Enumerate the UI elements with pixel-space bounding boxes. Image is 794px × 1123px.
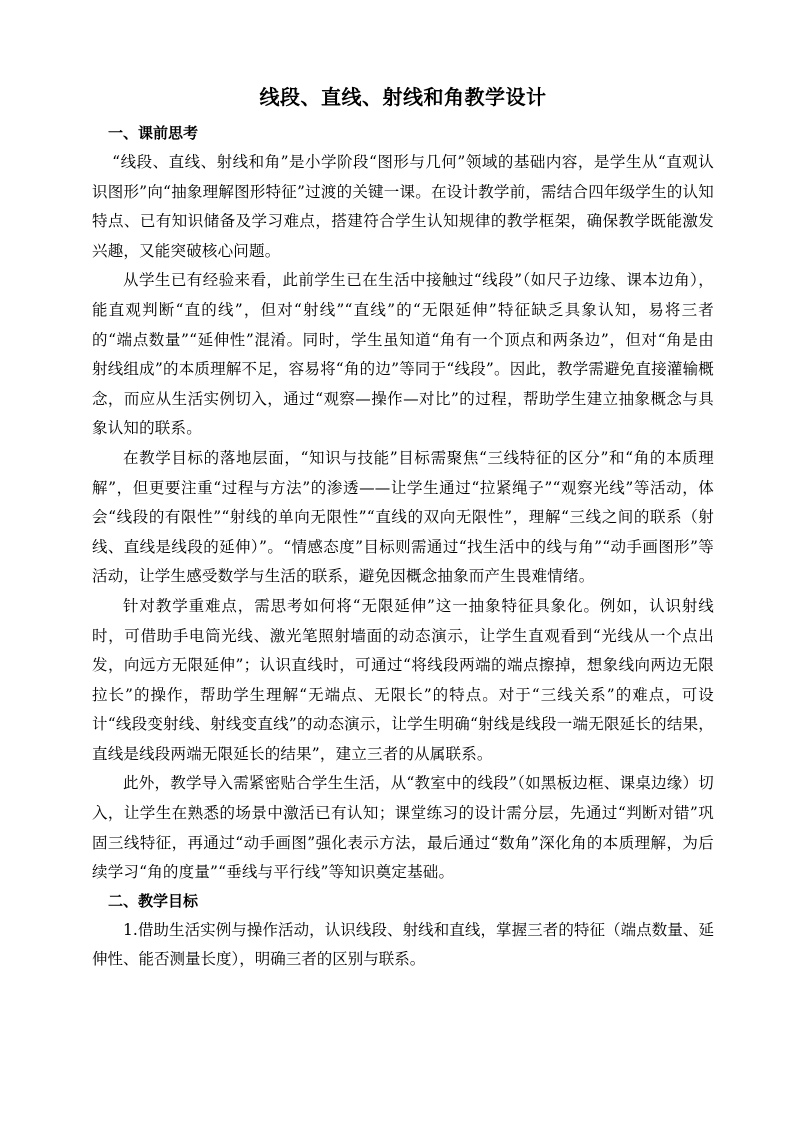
goal-item: 1.借助生活实例与操作活动，认识线段、射线和直线，掌握三者的特征（端点数量、延伸性、能否测量长度），明确三者的区别与联系。 (92, 920, 714, 969)
paragraph: 此外，教学导入需紧密贴合学生生活，从“教室中的线段”（如黑板边框、课桌边缘）切入，让学生在熟悉的场景中激活已有认知；课堂练习的设计需分层，先通过“判断对错”巩固三线特征，再通过“动手画图”强化表示方法，最后通过“数角”深化角的本质理解，为后续学习“角的度量”“垂线与平行线”等知识奠定基础。 (92, 774, 714, 882)
paragraph: 在教学目标的落地层面，“知识与技能”目标需聚焦“三线特征的区分”和“角的本质理解”，但更要注重“过程与方法”的渗透——让学生通过“拉紧绳子”“观察光线”等活动，体会“线段的有限性”“射线的单向无限性”“直线的双向无限性”，理解“三线之间的联系（射线、直线是线段的延伸）”。“情感态度”目标则需通过“找生活中的线与角”“动手画图形”等活动，让学生感受数学与生活的联系，避免因概念抽象而产生畏难情绪。 (92, 448, 714, 586)
paragraph: 从学生已有经验来看，此前学生已在生活中接触过“线段”（如尺子边缘、课本边角），能直观判断“直的线”，但对“射线”“直线”的“无限延伸”特征缺乏具象认知，易将三者的“端点数量”“延伸性”混淆。同时，学生虽知道“角有一个顶点和两条边”，但对“角是由射线组成”的本质理解不足，容易将“角的边”等同于“线段”。因此，教学需避免直接灌输概念，而应从生活实例切入，通过“观察—操作—对比”的过程，帮助学生建立抽象概念与具象认知的联系。 (92, 271, 714, 438)
section-heading-teaching-goals: 二、教学目标 (108, 891, 199, 910)
paragraph: “线段、直线、射线和角”是小学阶段“图形与几何”领域的基础内容，是学生从“直观认识图形”向“抽象理解图形特征”过渡的关键一课。在设计教学前，需结合四年级学生的认知特点、已有知识储备及学习难点，搭建符合学生认知规律的教学框架，确保教学既能激发兴趣，又能突破核心问题。 (92, 153, 714, 260)
section-heading-pre-class-reflection: 一、课前思考 (108, 124, 199, 142)
document-title: 线段、直线、射线和角教学设计 (259, 85, 547, 109)
paragraph: 针对教学重难点，需思考如何将“无限延伸”这一抽象特征具象化。例如，认识射线时，可借助手电筒光线、激光笔照射墙面的动态演示，让学生直观看到“光线从一个点出发，向远方无限延伸”；认识直线时，可通过“将线段两端的端点擦掉，想象线向两边无限拉长”的操作，帮助学生理解“无端点、无限长”的特点。对于“三线关系”的难点，可设计“线段变射线、射线变直线”的动态演示，让学生明确“射线是线段一端无限延长的结果，直线是线段两端无限延长的结果”，建立三者的从属联系。 (92, 596, 714, 763)
